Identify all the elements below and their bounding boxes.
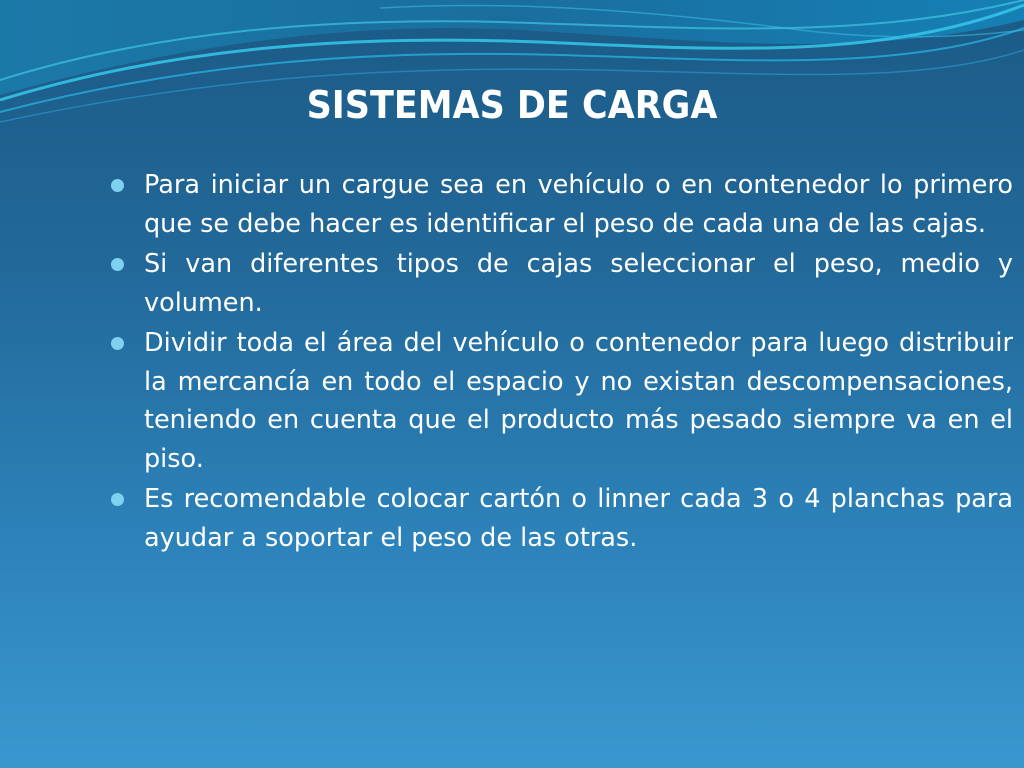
bullet-text: Si van diferentes tipos de cajas seleccionar el peso, medio y volumen.: [144, 249, 1013, 318]
bullet-text: Dividir toda el área del vehículo o contenedor para luego distribuir la mercancía en todo el espacio y no existan descompensaciones, teniendo en cuenta que el producto más pesado siempre va en el piso.: [144, 328, 1013, 474]
bullet-list: [109, 166, 1013, 559]
bullet-item: [109, 324, 1013, 478]
bullet-dot-icon: [111, 179, 124, 192]
bullet-item: [109, 166, 1013, 243]
slide-title: SISTEMAS DE CARGA: [306, 83, 718, 127]
wave-band-top: [0, 0, 1024, 95]
bullet-dot-icon: [111, 493, 124, 506]
bullet-item: [109, 480, 1013, 557]
bullet-item: [109, 245, 1013, 322]
bullet-dot-icon: [111, 337, 124, 350]
bullet-text: Es recomendable colocar cartón o linner cada 3 o 4 planchas para ayudar a soportar el peso de las otras.: [144, 484, 1013, 553]
bullet-text: Para iniciar un cargue sea en vehículo o en contenedor lo primero que se debe hacer es identificar el peso de cada una de las cajas.: [144, 170, 1013, 239]
bullet-dot-icon: [111, 258, 124, 271]
